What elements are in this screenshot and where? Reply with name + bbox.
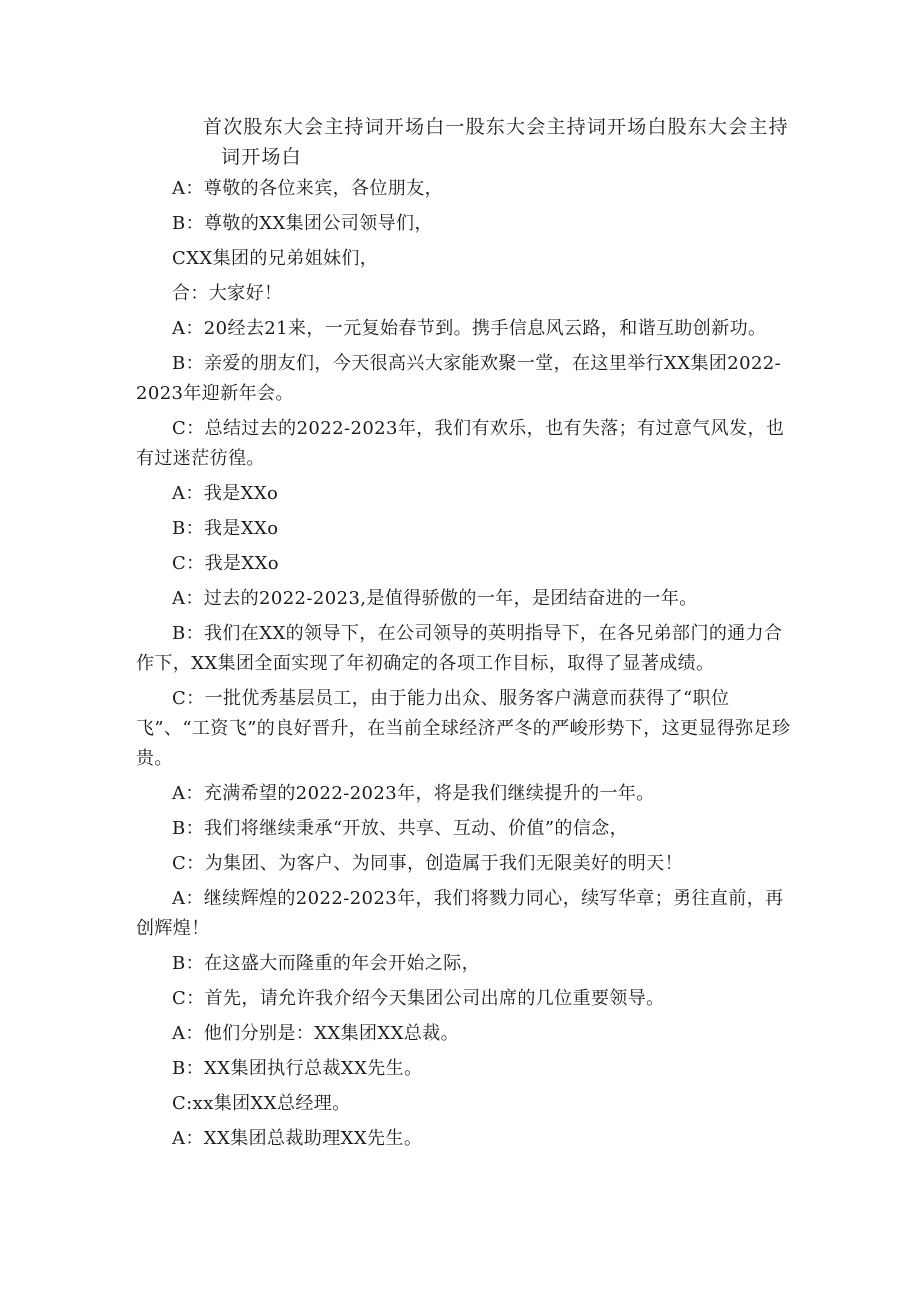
paragraph: B：我是XXo xyxy=(172,518,279,539)
paragraph: C：总结过去的2022-2023年，我们有欢乐，也有失落；有过意气风发，也有过迷茫彷徨。 xyxy=(136,418,785,469)
paragraph: A：充满希望的2022-2023年，将是我们继续提升的一年。 xyxy=(172,783,655,804)
document-body xyxy=(136,174,796,1159)
title-line-1: 首次股东大会主持词开场白一股东大会主持词开场白股东大会主持 xyxy=(203,116,789,138)
paragraph: B：尊敬的XX集团公司领导们， xyxy=(172,213,433,234)
paragraph: B：亲爱的朋友们，今天很高兴大家能欢聚一堂，在这里举行XX集团2022-2023年迎新年会。 xyxy=(136,353,782,404)
paragraph: A：20经去21来，一元复始春节到。携手信息风云路，和谐互助创新功。 xyxy=(172,318,767,339)
paragraph: 合：大家好！ xyxy=(172,283,283,304)
paragraph: C：首先，请允许我介绍今天集团公司出席的几位重要领导。 xyxy=(172,988,665,1009)
paragraph: A：继续辉煌的2022-2023年，我们将戮力同心，续写华章；勇往直前，再创辉煌！ xyxy=(136,888,784,939)
paragraph: A：我是XXo xyxy=(172,483,279,504)
paragraph: B：XX集团执行总裁XX先生。 xyxy=(172,1058,423,1079)
title-line-2: 词开场白 xyxy=(221,146,302,168)
paragraph: C：一批优秀基层员工，由于能力出众、服务客户满意而获得了“职位飞”、“工资飞”的良好晋升，在当前全球经济严冬的严峻形势下，这更显得弥足珍贵。 xyxy=(136,688,791,769)
document-title xyxy=(203,112,793,172)
paragraph: C：我是XXo xyxy=(172,553,280,574)
paragraph: CXX集团的兄弟姐妹们， xyxy=(172,248,379,269)
paragraph: B：在这盛大而隆重的年会开始之际， xyxy=(172,953,481,974)
paragraph: C:xx集团XX总经理。 xyxy=(172,1093,351,1114)
paragraph: A：他们分别是：XX集团XX总裁。 xyxy=(172,1023,460,1044)
paragraph: B：我们在XX的领导下，在公司领导的英明指导下，在各兄弟部门的通力合作下，XX集团全面实现了年初确定的各项工作目标，取得了显著成绩。 xyxy=(136,623,783,674)
paragraph: A：XX集团总裁助理XX先生。 xyxy=(172,1128,423,1149)
paragraph: C：为集团、为客户、为同事，创造属于我们无限美好的明天！ xyxy=(172,853,683,874)
paragraph: B：我们将继续秉承“开放、共享、互动、价值”的信念， xyxy=(172,818,629,839)
paragraph: A：过去的2022-2023,是值得骄傲的一年，是团结奋进的一年。 xyxy=(172,588,698,609)
paragraph: A：尊敬的各位来宾，各位朋友， xyxy=(172,178,443,199)
